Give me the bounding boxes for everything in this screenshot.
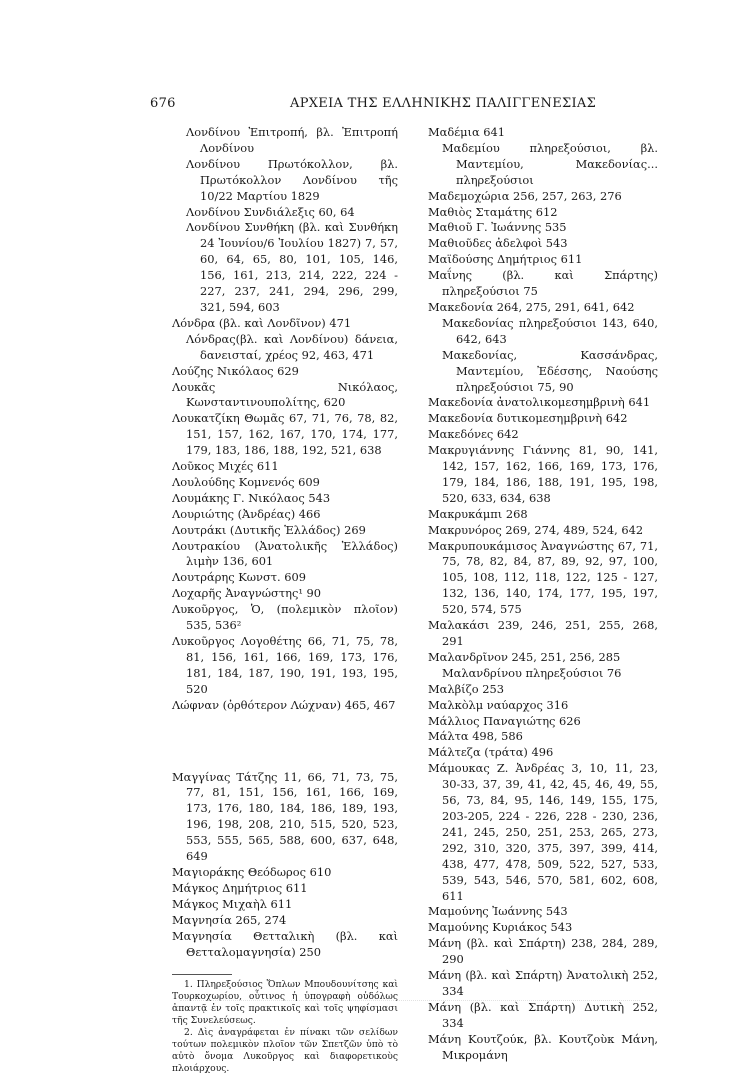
index-entry: Λοχαρῆς Ἀναγνώστης¹ 90 xyxy=(172,586,322,601)
index-entry: Μαλανδρῖνον 245, 251, 256, 285 xyxy=(428,649,621,664)
section-gap xyxy=(172,714,398,770)
index-entry: Μαμούνης Ἰωάννης 543 xyxy=(428,904,568,919)
index-entry: Μακεδονία ἀνατολικομεσημβρινὴ 641 xyxy=(428,395,651,410)
index-entry: Λονδίνου Συνδιάλεξις 60, 64 xyxy=(186,204,355,219)
index-entry: Λουμάκης Γ. Νικόλαος 543 xyxy=(172,490,331,505)
index-entry: Μάνη Κουτζούκ, βλ. Κουτζοὺκ Μάνη, Μικρομάνη xyxy=(428,1031,658,1062)
index-entry: Μαγνησία Θετταλικὴ (βλ. καὶ Θετταλομαγνησία) 250 xyxy=(172,928,398,959)
left-m-entries xyxy=(172,770,398,961)
index-entry: Μαλβίζο 253 xyxy=(428,681,505,696)
index-entry: Μαθιὸς Σταμάτης 612 xyxy=(428,204,558,219)
index-entry: Λυκοῦργος Λογοθέτης 66, 71, 75, 78, 81, 156, 161, 166, 169, 173, 176, 181, 184, 187, 190, 191, 193, 195, 520 xyxy=(172,634,398,696)
index-entry: Μακεδονίας, Κασσάνδρας, Μαντεμίου, Ἐδέσσης, Ναούσης πληρεξούσιοι 75, 90 xyxy=(442,347,658,394)
index-entry: Μακρυγιάννης Γιάννης 81, 90, 141, 142, 157, 162, 166, 169, 173, 176, 179, 184, 186, 188, 191, 195, 198, 520, 633, 634, 638 xyxy=(428,443,658,505)
index-entry: Μάγκος Δημήτριος 611 xyxy=(172,880,308,895)
footnote-rule xyxy=(172,974,232,975)
index-entry: Μάμουκας Ζ. Ἀνδρέας 3, 10, 11, 23, 30-33, 37, 39, 41, 42, 45, 46, 49, 55, 56, 73, 84, 95, 146, 149, 155, 175, 203-205, 224 - 226, 228 - 230, 236, 241, 245, 250, 251, 253, 265, 273, 292, 310, 320, 375, 397, 399, 414, 438, 477, 478, 509, 522, 527, 533, 539, 543, 546, 570, 581, 602, 608, 611 xyxy=(428,761,658,903)
index-entry: Λουριώτης (Ἀνδρέας) 466 xyxy=(172,506,321,521)
index-entry: Λουτράκι (Δυτικῆς Ἑλλάδος) 269 xyxy=(172,522,366,537)
index-entry: Λούζης Νικόλαος 629 xyxy=(172,363,299,378)
running-title: ΑΡΧΕΙΑ ΤΗΣ ΕΛΛΗΝΙΚΗΣ ΠΑΛΙΓΓΕΝΕΣΙΑΣ xyxy=(290,96,597,111)
index-entry: Μάλλιος Παναγιώτης 626 xyxy=(428,713,581,728)
index-entry: Μακεδονίας πληρεξούσιοι 143, 640, 642, 643 xyxy=(442,315,658,346)
index-entry: Μαδεμοχώρια 256, 257, 263, 276 xyxy=(428,188,622,203)
footnote: 1. Πληρεξούσιος Ὅπλων Μπουδουνίτσης καὶ Τουρκοχωρίου, οὗτινος ἡ ὑπογραφὴ οὐδόλως ἀπαντᾷ ἐν τοῖς πρακτικοῖς καὶ τοῖς ψηφίσμασι τῆς Συνελεύσεως. xyxy=(172,979,398,1027)
right-column xyxy=(428,125,658,1063)
index-entry: Λόνδρα (βλ. καὶ Λονδῖνον) 471 xyxy=(172,315,352,330)
index-entry: Μαγνησία 265, 274 xyxy=(172,912,287,927)
index-entry: Λουκᾶς Νικόλαος, Κωνσταντινουπολίτης, 620 xyxy=(172,379,398,410)
right-entries xyxy=(428,125,658,1063)
index-entry: Λουλούδης Κομνενός 609 xyxy=(172,474,320,489)
index-entry: Μακρυνόρος 269, 274, 489, 524, 642 xyxy=(428,522,644,537)
left-column xyxy=(172,125,398,1075)
scan-artifact-line xyxy=(180,1000,640,1005)
page-header xyxy=(150,96,620,116)
index-entry: Μάλτα 498, 586 xyxy=(428,729,523,744)
footnotes xyxy=(172,979,398,1075)
index-entry: Μακεδονία δυτικομεσημβρινὴ 642 xyxy=(428,411,628,426)
index-entry: Μάνη (βλ. καὶ Σπάρτη) Ἀνατολικὴ 252, 334 xyxy=(428,968,658,998)
index-entry: Λόνδρας(βλ. καὶ Λονδίνου) δάνεια, δανεισταί, χρέος 92, 463, 471 xyxy=(186,331,398,362)
index-entry: Μάνη (βλ. καὶ Σπάρτη) Δυτικὴ 252, 334 xyxy=(428,999,658,1030)
index-entry: Μακρυκάμπι 268 xyxy=(428,506,528,521)
index-entry: Μαϊδούσης Δημήτριος 611 xyxy=(428,252,583,267)
index-entry: Μακρυπουκάμισος Ἀναγνώστης 67, 71, 75, 78, 82, 84, 87, 89, 92, 97, 100, 105, 108, 112, 118, 122, 125 - 127, 132, 136, 140, 174, 177, 195, 197, 520, 574, 575 xyxy=(428,538,658,617)
index-entry: Μαΐνης (βλ. καὶ Σπάρτης) πληρεξούσιοι 75 xyxy=(428,268,658,299)
index-entry: Λουτρακίου (Ἀνατολικῆς Ἑλλάδος) λιμὴν 136, 601 xyxy=(172,538,398,569)
left-entries xyxy=(172,125,398,714)
index-entry: Μακεδονία 264, 275, 291, 641, 642 xyxy=(428,299,635,314)
index-entry: Μακεδόνες 642 xyxy=(428,427,519,442)
index-entry: Λοῦκος Μιχές 611 xyxy=(172,459,279,474)
footnote: 2. Δὶς ἀναγράφεται ἐν πίνακι τῶν σελίδων τούτων πολεμικὸν πλοῖον τῶν Σπετζῶν ὑπὸ τὸ αὐτὸ ὄνομα Λυκοῦργος καὶ διαφορετικοὺς πλοιάρχους. xyxy=(172,1027,398,1075)
index-entry: Μαμούνης Κυριάκος 543 xyxy=(428,920,573,935)
index-entry: Μαδέμια 641 xyxy=(428,125,506,139)
index-entry: Λονδίνου Πρωτόκολλον, βλ. Πρωτόκολλον Λονδίνου τῆς 10/22 Μαρτίου 1829 xyxy=(186,156,398,203)
index-entry: Μαλανδρίνου πληρεξούσιοι 76 xyxy=(442,665,622,680)
index-entry: Λυκοῦργος, Ὁ, (πολεμικὸν πλοῖον) 535, 536² xyxy=(172,602,398,633)
index-entry: Μάγκος Μιχαὴλ 611 xyxy=(172,896,293,911)
index-entry: Λονδίνου Ἐπιτροπή, βλ. Ἐπιτροπή Λονδίνου xyxy=(186,125,398,155)
index-entry: Μαλκὸλμ ναύαρχος 316 xyxy=(428,697,569,712)
index-entry: Μαδεμίου πληρεξούσιοι, βλ. Μαντεμίου, Μακεδονίας... πληρεξούσιοι xyxy=(442,140,658,187)
index-entry: Μάλτεζα (τράτα) 496 xyxy=(428,745,554,760)
index-entry: Λουκατζίκη Θωμᾶς 67, 71, 76, 78, 82, 151, 157, 162, 167, 170, 174, 177, 179, 183, 186, 188, 192, 521, 638 xyxy=(172,411,398,458)
index-entry: Μαγιοράκης Θεόδωρος 610 xyxy=(172,864,332,879)
index-entry: Μάνη (βλ. καὶ Σπάρτη) 238, 284, 289, 290 xyxy=(428,936,658,967)
index-entry: Μαγγίνας Τάτζης 11, 66, 71, 73, 75, 77, 81, 151, 156, 161, 166, 169, 173, 176, 180, 184, 186, 189, 193, 196, 198, 208, 210, 515, 520, 523, 553, 555, 565, 588, 600, 637, 648, 649 xyxy=(172,769,398,864)
index-entry: Λουτράρης Κωνστ. 609 xyxy=(172,570,307,585)
page-number: 676 xyxy=(150,96,176,111)
index-entry: Μαλακάσι 239, 246, 251, 255, 268, 291 xyxy=(428,618,658,648)
index-entry: Μαθιοῦ Γ. Ἰωάννης 535 xyxy=(428,220,567,235)
index-entry: Μαθιοῦδες ἀδελφοὶ 543 xyxy=(428,236,568,251)
index-entry: Λονδίνου Συνθήκη (βλ. καὶ Συνθήκη 24 Ἰουνίου/6 Ἰουλίου 1827) 7, 57, 60, 64, 65, 80, 101, 105, 146, 156, 161, 213, 214, 222, 224 - 227, 237, 241, 294, 296, 299, 321, 594, 603 xyxy=(186,220,398,314)
index-entry: Λώφναν (ὀρθότερον Λώχναν) 465, 467 xyxy=(172,697,396,712)
